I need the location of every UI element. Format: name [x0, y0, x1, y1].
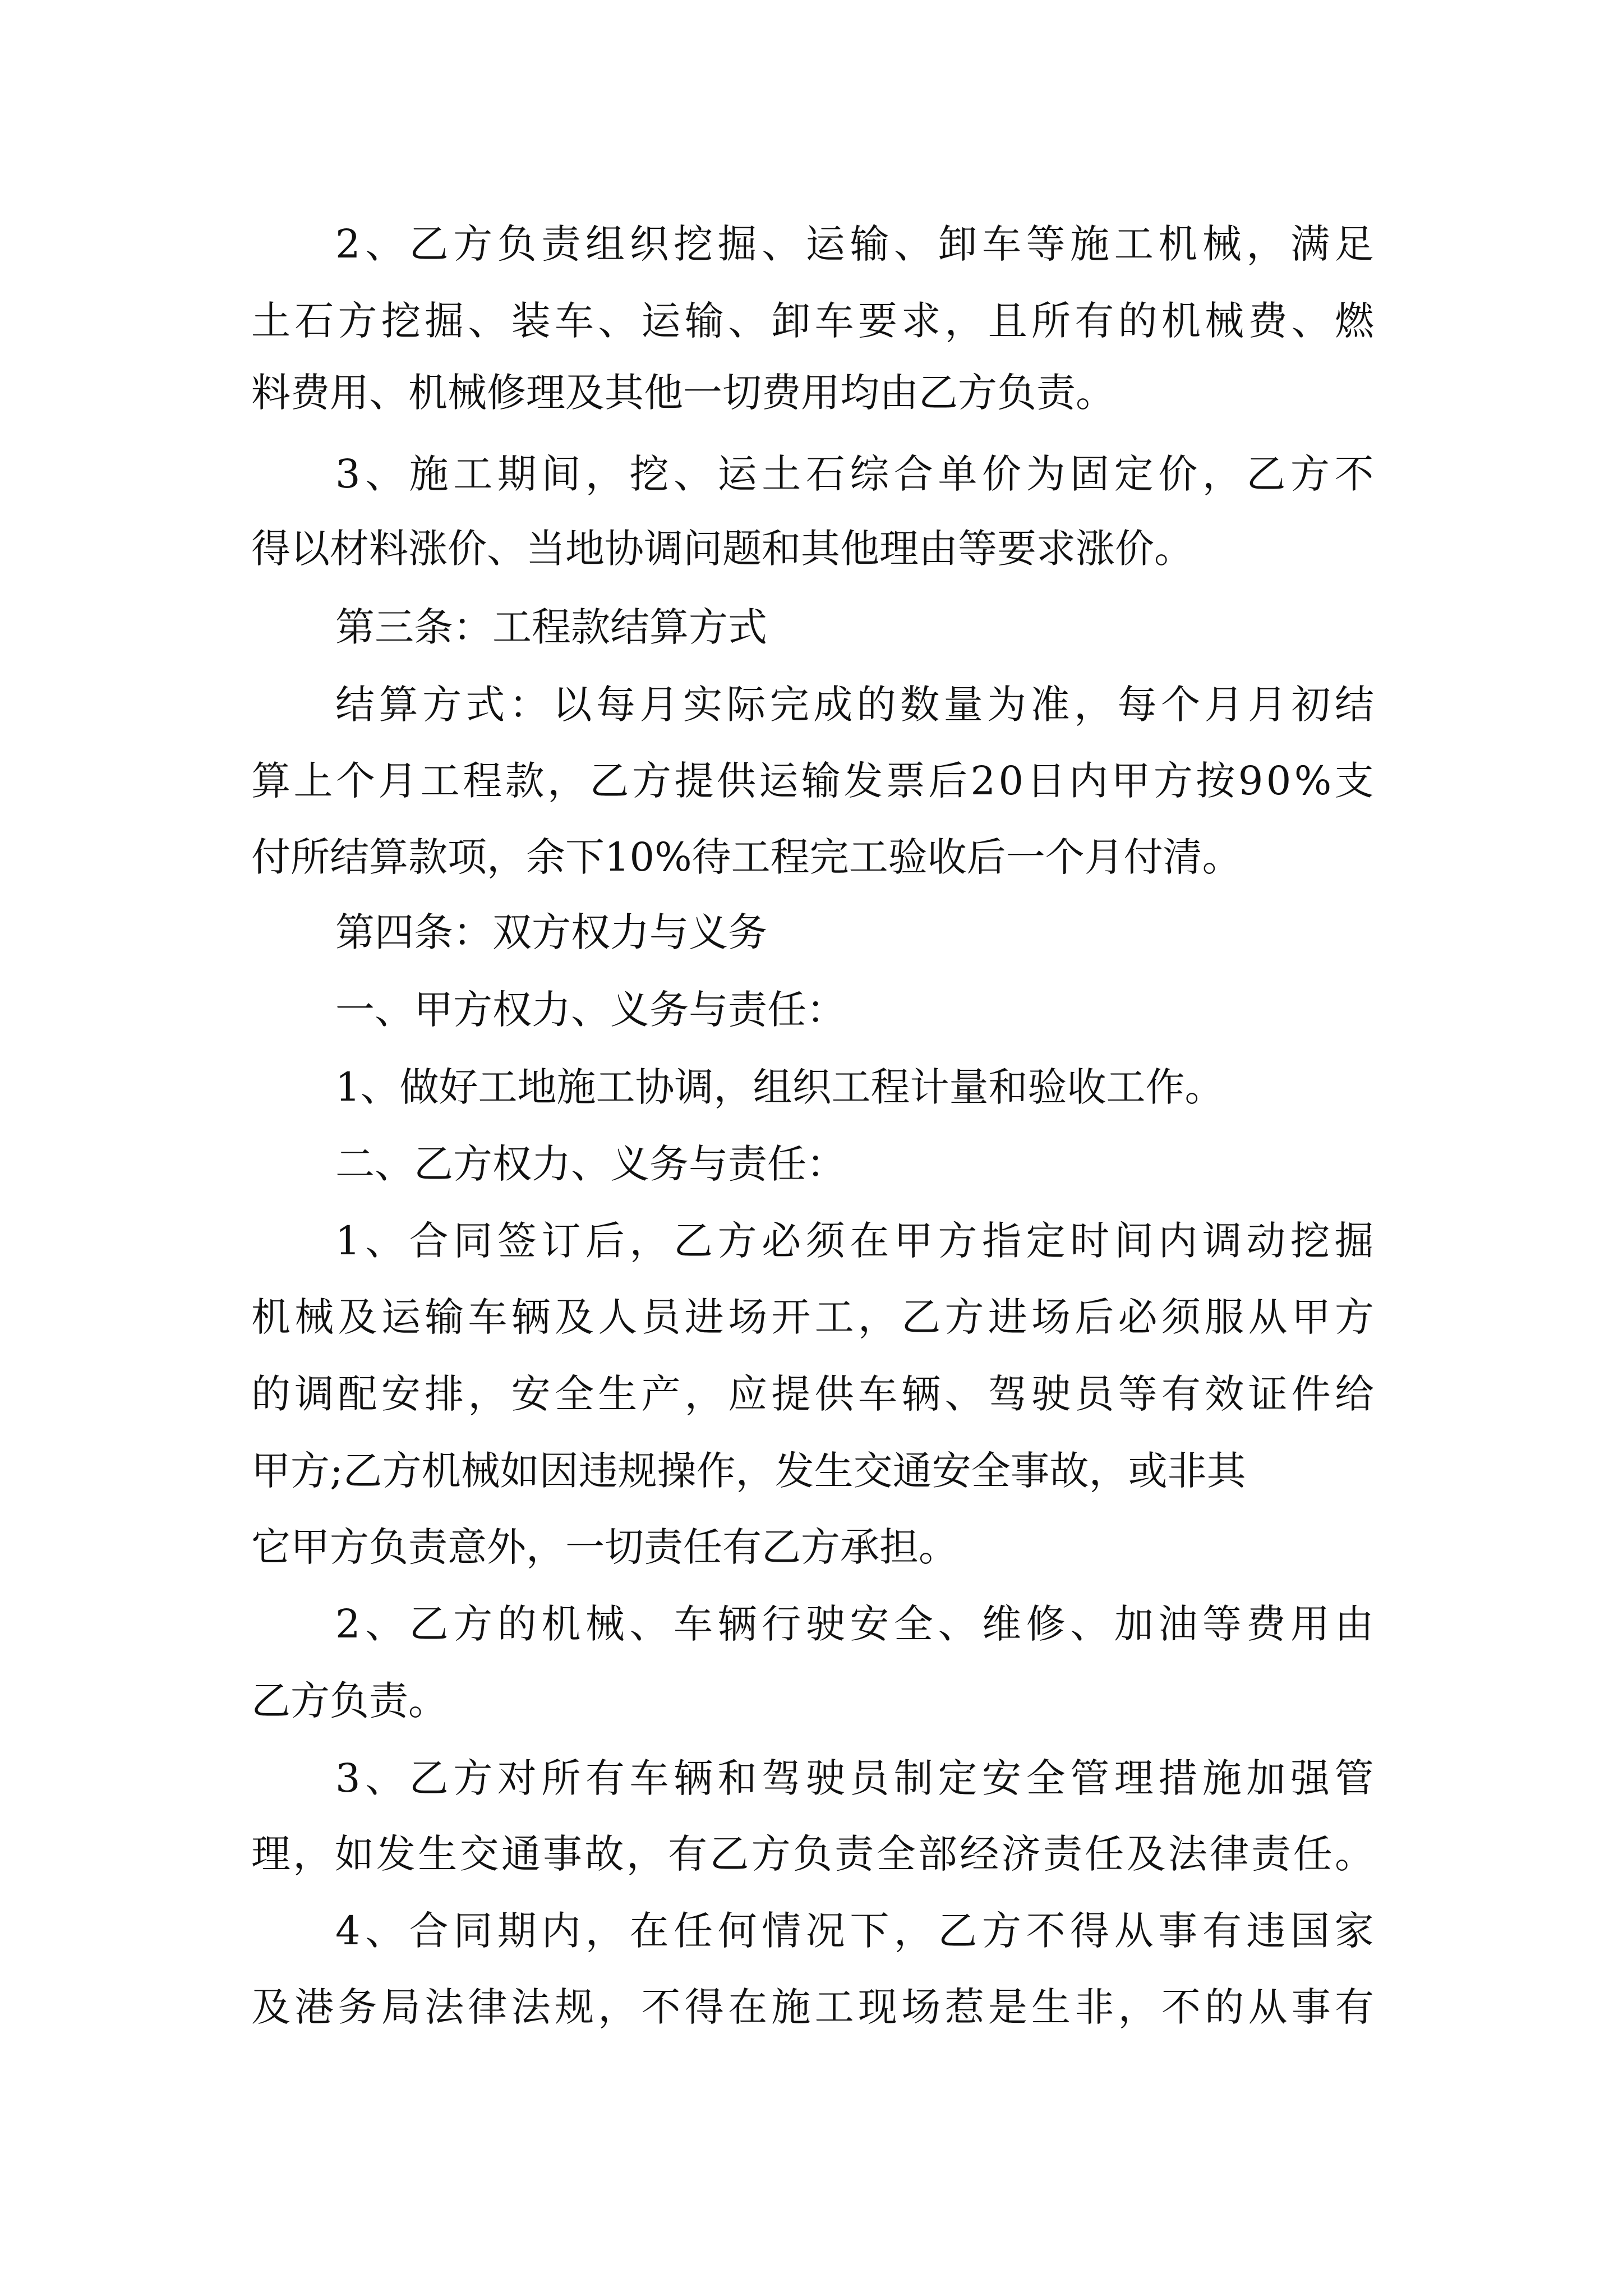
- text-line: 的调配安排，安全生产，应提供车辆、驾驶员等有效证件给: [251, 1371, 1378, 1417]
- text-line: 它甲方负责意外，一切责任有乙方承担。: [251, 1524, 958, 1570]
- text-line: 乙方负责。: [251, 1678, 448, 1724]
- text-line: 得以材料涨价、当地协调问题和其他理由等要求涨价。: [251, 526, 1193, 572]
- text-line: 4、合同期内，在任何情况下，乙方不得从事有违国家: [335, 1908, 1379, 1954]
- section-heading: 第四条：双方权力与义务: [335, 909, 767, 955]
- text-line: 理，如发生交通事故，有乙方负责全部经济责任及法律责任。: [251, 1831, 1377, 1877]
- subsection-heading: 二、乙方权力、义务与责任：: [335, 1141, 846, 1187]
- text-line: 3、施工期间，挖、运土石综合单价为固定价，乙方不: [335, 451, 1379, 497]
- text-line: 1、做好工地施工协调，组织工程计量和验收工作。: [335, 1064, 1224, 1110]
- text-line: 结算方式：以每月实际完成的数量为准，每个月月初结: [335, 682, 1378, 728]
- text-line: 土石方挖掘、装车、运输、卸车要求，且所有的机械费、燃: [251, 298, 1378, 344]
- text-line: 付所结算款项，余下10%待工程完工验收后一个月付清。: [251, 834, 1242, 880]
- text-line: 料费用、机械修理及其他一切费用均由乙方负责。: [251, 370, 1115, 416]
- text-line: 甲方;乙方机械如因违规操作，发生交通安全事故，或非其: [251, 1448, 1246, 1494]
- text-line: 1、合同签订后，乙方必须在甲方指定时间内调动挖掘: [335, 1218, 1379, 1264]
- text-line: 2、乙方负责组织挖掘、运输、卸车等施工机械，满足: [335, 221, 1379, 267]
- text-line: 算上个月工程款，乙方提供运输发票后20日内甲方按90%支: [251, 758, 1377, 804]
- text-line: 及港务局法律法规，不得在施工现场惹是生非，不的从事有: [251, 1984, 1378, 2030]
- text-line: 3、乙方对所有车辆和驾驶员制定安全管理措施加强管: [335, 1755, 1379, 1801]
- text-line: 2、乙方的机械、车辆行驶安全、维修、加油等费用由: [335, 1601, 1379, 1647]
- section-heading: 第三条：工程款结算方式: [335, 604, 767, 650]
- subsection-heading: 一、甲方权力、义务与责任：: [335, 987, 846, 1033]
- text-line: 机械及运输车辆及人员进场开工，乙方进场后必须服从甲方: [251, 1294, 1378, 1340]
